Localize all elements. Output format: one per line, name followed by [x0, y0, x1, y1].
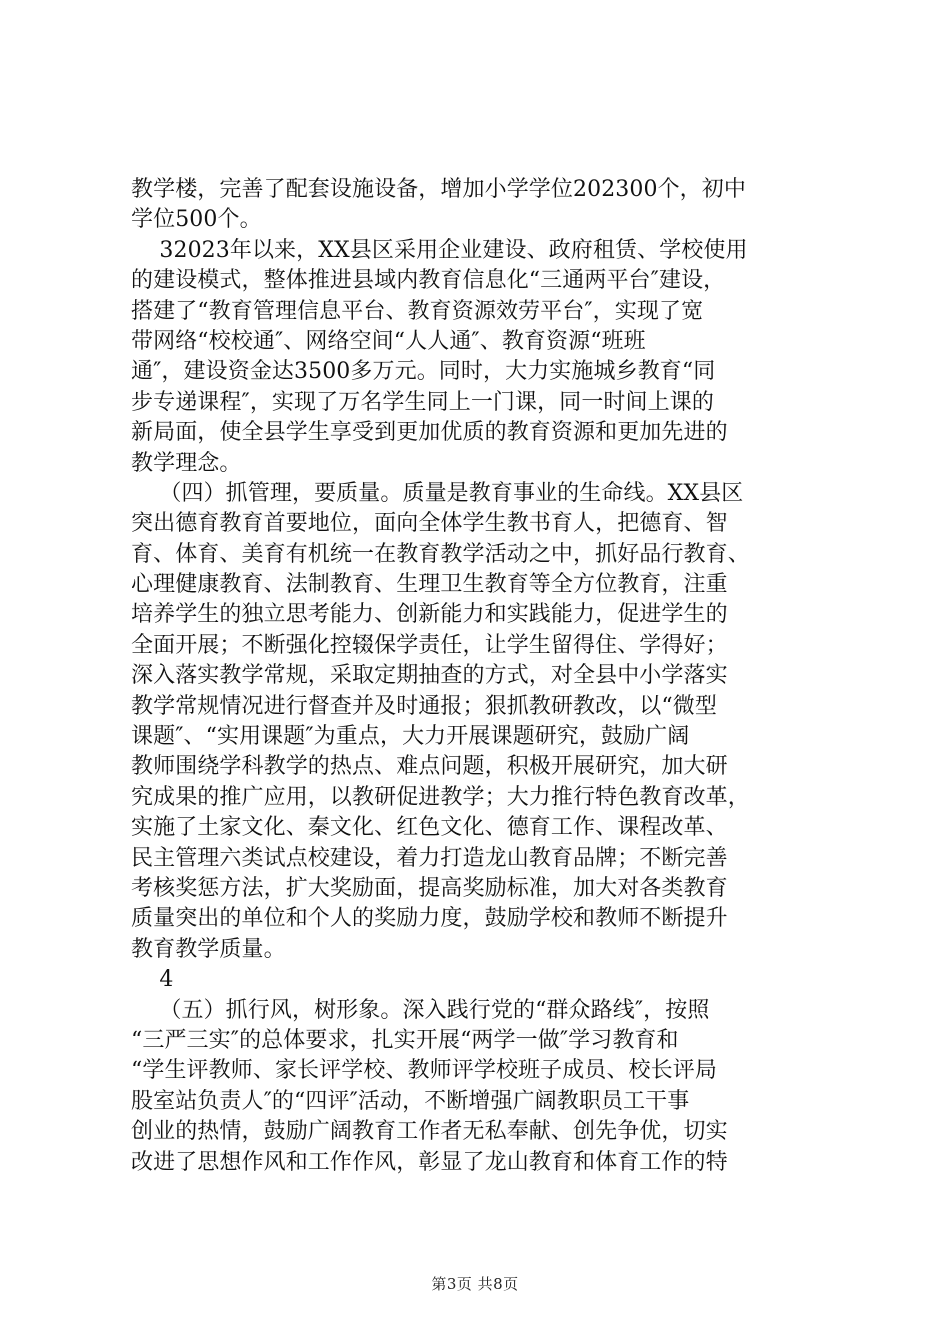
text-line: 的建设模式，整体推进县域内教育信息化“三通两平台″建设，	[131, 268, 726, 294]
text-line: 民主管理六类试点校建设，着力打造龙山教育品牌；不断完善	[131, 845, 728, 871]
text-line: 4	[131, 967, 174, 993]
text-line: 教学理念。	[131, 450, 242, 476]
text-line: 搭建了“教育管理信息平台、教育资源效劳平台″，实现了宽	[131, 298, 704, 324]
text-line: 教学楼，完善了配套设施设备，增加小学学位202300个，初中	[131, 177, 746, 202]
text-line: 实施了土家文化、秦文化、红色文化、德育工作、课程改革、	[131, 815, 728, 841]
text-line: 心理健康教育、法制教育、生理卫生教育等全方位教育，注重	[131, 572, 728, 598]
text-line: 究成果的推广应用，以教研促进教学；大力推行特色教育改革，	[131, 784, 750, 810]
text-line: 步专递课程″，实现了万名学生同上一门课，同一时间上课的	[131, 389, 714, 415]
text-line: 深入落实教学常规，采取定期抽查的方式，对全县中小学落实	[131, 663, 728, 689]
text-line: “三严三实″的总体要求，扎实开展“两学一做″学习教育和	[131, 1027, 679, 1053]
text-line: 课题″、“实用课题″为重点，大力开展课题研究，鼓励广阔	[131, 724, 690, 750]
text-line: “学生评教师、家长评学校、教师评学校班子成员、校长评局	[131, 1058, 717, 1084]
text-line: 教师围绕学科教学的热点、难点问题，积极开展研究，加大研	[131, 754, 728, 780]
text-line: 考核奖惩方法，扩大奖励面，提高奖励标准，加大对各类教育	[131, 875, 728, 901]
text-line: 带网络“校校通″、网络空间“人人通″、教育资源“班班	[131, 328, 646, 354]
text-line: 培养学生的独立思考能力、创新能力和实践能力，促进学生的	[131, 602, 728, 628]
text-line: 突出德育教育首要地位，面向全体学生教书育人，把德育、智	[131, 511, 728, 537]
text-line: 32023年以来，XX县区采用企业建设、政府租赁、学校使用	[131, 237, 748, 263]
text-line: 改进了思想作风和工作作风，彰显了龙山教育和体育工作的特	[131, 1149, 728, 1175]
text-line: 股室站负责人″的“四评″活动，不断增强广阔教职员工干事	[131, 1088, 690, 1114]
text-line: 学位500个。	[131, 207, 262, 233]
body-text	[131, 175, 831, 1178]
text-line: 通″，建设资金达3500多万元。同时，大力实施城乡教育“同	[131, 359, 716, 385]
text-line: 创业的热情，鼓励广阔教育工作者无私奉献、创先争优，切实	[131, 1119, 728, 1145]
text-line: 育、体育、美育有机统一在教育教学活动之中，抓好品行教育、	[131, 541, 750, 567]
text-line: （五）抓行风，树形象。深入践行党的“群众路线″，按照	[131, 997, 710, 1023]
text-line: 新局面，使全县学生享受到更加优质的教育资源和更加先进的	[131, 420, 728, 446]
text-line: 教育教学质量。	[131, 936, 286, 962]
page-footer: 第3页 共8页	[431, 1275, 519, 1293]
text-line: 教学常规情况进行督查并及时通报；狠抓教研教改，以“微型	[131, 693, 717, 719]
text-line: 质量突出的单位和个人的奖励力度，鼓励学校和教师不断提升	[131, 906, 728, 932]
text-line: 全面开展；不断强化控辍保学责任，让学生留得住、学得好；	[131, 632, 728, 658]
text-line: （四）抓管理，要质量。质量是教育事业的生命线。XX县区	[131, 480, 744, 506]
